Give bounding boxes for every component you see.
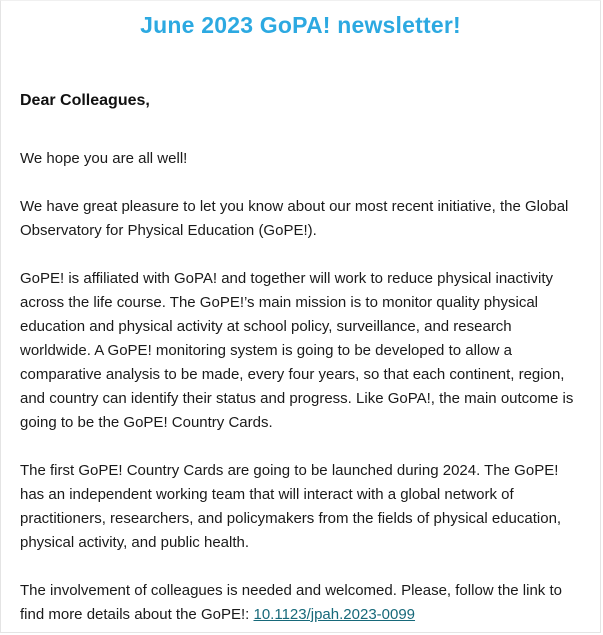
newsletter-title: June 2023 GoPA! newsletter! (140, 12, 461, 38)
doi-link[interactable]: 10.1123/jpah.2023-0099 (253, 606, 416, 623)
paragraph-involvement (20, 579, 581, 627)
paragraph-involvement-text: The involvement of colleagues is needed and welcomed. Please, follow the link to find more details about the GoPE!: (20, 582, 562, 623)
paragraph-wellwishes: We hope you are all well! (20, 150, 188, 167)
greeting: Dear Colleagues, (20, 92, 150, 109)
paragraph-mission: GoPE! is affiliated with GoPA! and together will work to reduce physical inactivity across the life course. The GoPE!’s main mission is to monitor quality physical education and physical activity at school policy, surveillance, and research worldwide. A GoPE! monitoring system is going to be developed to allow a comparative analysis to be made, every four years, so that each continent, region, and country can identify their status and progress. Like GoPA!, the main outcome is going to be the GoPE! Country Cards. (20, 270, 574, 431)
paragraph-initiative: We have great pleasure to let you know about our most recent initiative, the Global Observatory for Physical Education (GoPE!). (20, 198, 569, 239)
paragraph-country-cards: The first GoPE! Country Cards are going to be launched during 2024. The GoPE! has an independent working team that will interact with a global network of practitioners, researchers, and policymakers from the fields of physical education, physical activity, and public health. (20, 462, 562, 551)
newsletter-body (1, 89, 600, 627)
